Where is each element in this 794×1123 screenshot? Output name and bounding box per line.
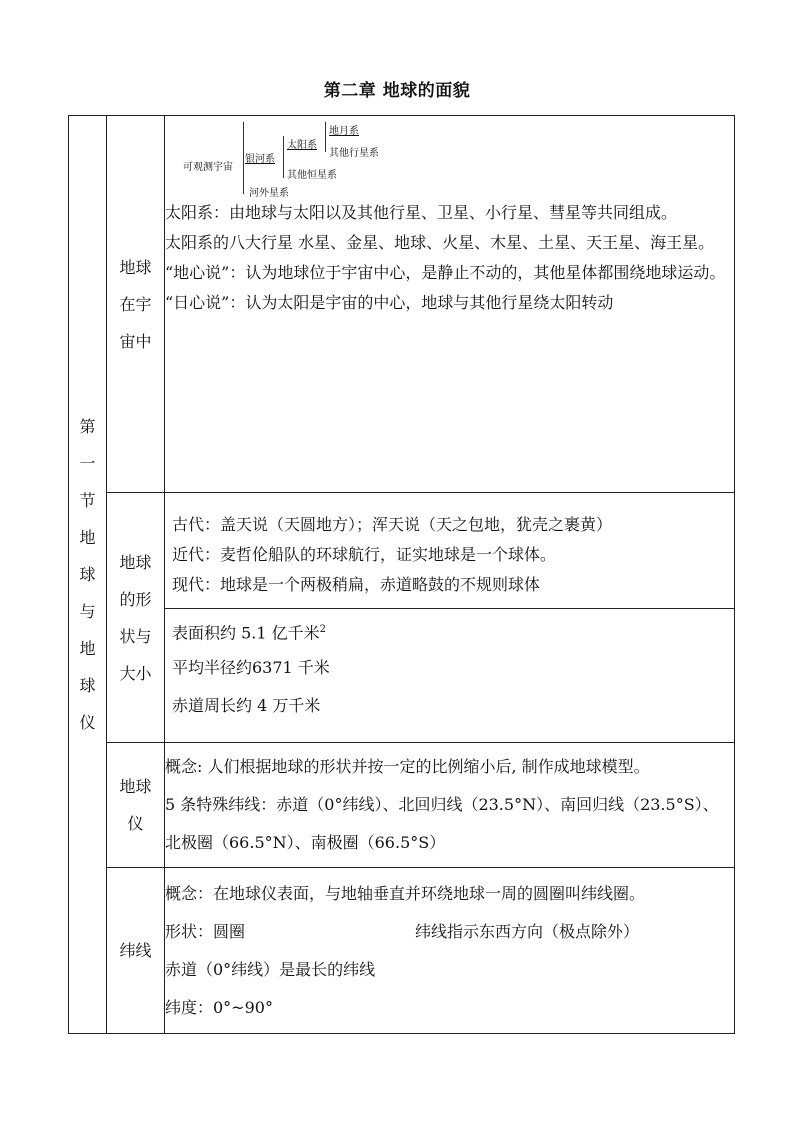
text-line: “地心说”：认为地球位于宇宙中心，是静止不动的，其他星体都围绕地球运动。 bbox=[165, 263, 726, 282]
topic-cell-latitude: 纬线 bbox=[107, 868, 165, 1034]
page-title: 第二章 地球的面貌 bbox=[323, 81, 471, 101]
text-line: 形状：圆圈 纬线指示东西方向（极点除外） bbox=[165, 921, 640, 941]
section-cell bbox=[69, 116, 107, 1034]
text-line: “日心说”：认为太阳是宇宙的中心，地球与其他行星绕太阳转动 bbox=[165, 293, 614, 312]
table-row bbox=[69, 868, 735, 1034]
content-cell-latitude bbox=[165, 868, 735, 1034]
diagram-solar: 太阳系 bbox=[287, 140, 317, 151]
diagram-galaxy: 银河系 bbox=[245, 154, 275, 165]
text-line: 平均半径约6371 千米 bbox=[172, 657, 330, 677]
topic-cell-earth-in-universe: 地球 在宇 宙中 bbox=[107, 116, 165, 493]
diagram-earth-moon: 地月系 bbox=[329, 126, 359, 137]
table-row bbox=[69, 116, 735, 493]
text-line: 概念：在地球仪表面，与地轴垂直并环绕地球一周的圆圈叫纬线圈。 bbox=[165, 883, 646, 903]
text-line: 太阳系的八大行星 水星、金星、地球、火星、木星、土星、天王星、海王星。 bbox=[165, 233, 715, 252]
universe-diagram bbox=[179, 118, 734, 198]
notes-table bbox=[68, 115, 735, 1034]
content-cell-earth-in-universe bbox=[165, 116, 735, 493]
content-cell-shape-size bbox=[165, 493, 735, 743]
text-line: 纬度：0°~90° bbox=[165, 997, 273, 1017]
text-line: 表面积约 5.1 亿千米$^2$ bbox=[172, 623, 326, 643]
size-block bbox=[165, 609, 734, 730]
table-row bbox=[69, 743, 735, 868]
text-line: 概念: 人们根据地球的形状并按一定的比例缩小后, 制作成地球模型。 bbox=[165, 757, 650, 776]
text-line: 古代：盖天说（天圆地方）；浑天说（天之包地，犹壳之裹黄） bbox=[172, 515, 613, 535]
topic-cell-globe: 地球 仪 bbox=[107, 743, 165, 868]
text-line: 赤道周长约 4 万千米 bbox=[172, 695, 321, 715]
table-row bbox=[69, 493, 735, 743]
diagram-extragalactic: 河外星系 bbox=[249, 188, 289, 199]
diagram-other-planets: 其他行星系 bbox=[329, 148, 379, 159]
text-line: 近代：麦哲伦船队的环球航行，证实地球是一个球体。 bbox=[172, 545, 557, 565]
diagram-bracket bbox=[283, 136, 284, 178]
topic-cell-shape-size: 地球 的形 状与 大小 bbox=[107, 493, 165, 743]
diagram-bracket bbox=[325, 122, 326, 152]
shape-history-block bbox=[165, 504, 734, 609]
section-label: 第 一 节 地 球 与 地 球 仪 bbox=[79, 417, 96, 732]
diagram-root: 可观测宇宙 bbox=[183, 162, 233, 173]
text-line: 现代：地球是一个两极稍扁，赤道略鼓的不规则球体 bbox=[172, 575, 541, 595]
text-line: 太阳系：由地球与太阳以及其他行星、卫星、小行星、彗星等共同组成。 bbox=[165, 203, 678, 222]
content-cell-globe bbox=[165, 743, 735, 868]
diagram-other-stars: 其他恒星系 bbox=[287, 170, 337, 181]
text-line: 5 条特殊纬线：赤道（0°纬线）、北回归线（23.5°N）、南回归线（23.5°S）、北极圈（66.5°N）、南极圈（66.5°S） bbox=[165, 795, 719, 852]
diagram-bracket bbox=[243, 122, 244, 194]
text-line: 赤道（0°纬线）是最长的纬线 bbox=[165, 959, 376, 979]
